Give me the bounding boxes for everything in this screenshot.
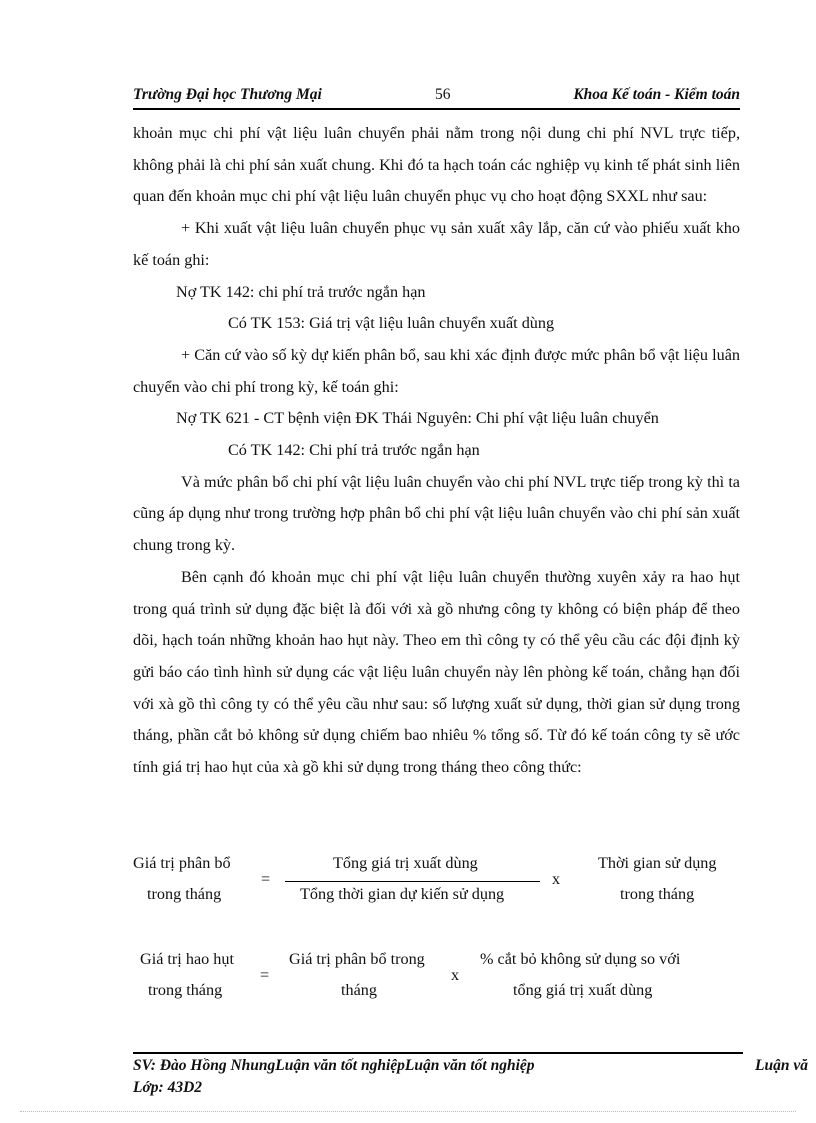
journal-entry-credit: Có TK 153: Giá trị vật liệu luân chuyển xuất dùng [228,314,555,333]
page-number: 56 [435,86,451,103]
page-header [133,84,740,110]
formula-loss [0,944,816,1006]
formula-rhs-line1: Thời gian sử dụng [598,854,717,872]
formula-rhs-line1: % cắt bỏ không sử dụng so với [480,950,681,968]
formula-times: x [451,966,460,984]
header-school: Trường Đại học Thương Mại [133,86,322,103]
journal-entry-debit: Nợ TK 142: chi phí trả trước ngắn hạn [176,282,426,301]
page-edge-dots [20,1111,796,1112]
journal-entry-debit: Nợ TK 621 - CT bệnh viện ĐK Thái Nguyên: Chi phí vật liệu luân chuyển [176,409,659,428]
formula-lhs-line1: Giá trị hao hụt [140,950,234,968]
formula-denominator: Tổng thời gian dự kiến sử dụng [300,885,505,903]
footer-class: Lớp: 43D2 [133,1079,203,1096]
formula-lhs-line2: trong tháng [147,885,222,903]
formula-times: x [552,870,561,888]
footer-rule [133,1052,743,1054]
formula-lhs-line2: trong tháng [148,981,223,999]
formula-numerator: Tổng giá trị xuất dùng [333,854,478,872]
header-faculty: Khoa Kế toán - Kiểm toán [573,86,740,103]
footer-student: SV: Đào Hồng NhungLuận văn tốt nghiệpLuận văn tốt nghiệp [133,1057,535,1074]
formula-allocation [0,848,816,910]
footer-thesis-label: Luận vă [755,1057,808,1074]
formula-rhs-line2: tổng giá trị xuất dùng [513,981,653,999]
paragraph: khoản mục chi phí vật liệu luân chuyển phải nằm trong nội dung chi phí NVL trực tiếp, không phải là chi phí sản xuất chung. Khi đó ta hạch toán các nghiệp vụ kinh tế phát sinh liên quan đến khoản mục chi phí vật liệu luân chuyển phục vụ cho hoạt động SXXL như sau: [133,124,740,206]
paragraph: + Khi xuất vật liệu luân chuyển phục vụ sản xuất xây lắp, căn cứ vào phiếu xuất kho kế toán ghi: [133,219,740,269]
formula-rhs-line2: trong tháng [620,885,695,903]
paragraph: Bên cạnh đó khoản mục chi phí vật liệu luân chuyển thường xuyên xảy ra hao hụt trong quá trình sử dụng đặc biệt là đối với xà gồ nhưng công ty không có biện pháp để theo dõi, hạch toán những khoản hao hụt này. Theo em thì công ty có thể yêu cầu các đội định kỳ gửi báo cáo tình hình sử dụng các vật liệu luân chuyển này lên phòng kế toán, chẳng hạn đối với xà gồ thì công ty có thể yêu cầu như sau: số lượng xuất sử dụng, thời gian sử dụng trong tháng, phần cắt bỏ không sử dụng chiếm bao nhiêu % tổng số. Từ đó kế toán công ty sẽ ước tính giá trị hao hụt của xà gồ khi sử dụng trong tháng theo công thức: [133,567,740,777]
formula-mid-line2: tháng [341,981,377,999]
paragraph: Và mức phân bổ chi phí vật liệu luân chuyển vào chi phí NVL trực tiếp trong kỳ thì ta cũng áp dụng như trong trường hợp phân bổ chi phí vật liệu luân chuyển vào chi phí sản xuất chung trong kỳ. [133,472,740,555]
formula-lhs-line1: Giá trị phân bổ [133,854,231,872]
document-body [133,118,740,784]
paragraph: + Căn cứ vào số kỳ dự kiến phân bổ, sau khi xác định được mức phân bổ vật liệu luân chuyển vào chi phí trong kỳ, kế toán ghi: [133,345,740,396]
formula-equals: = [260,966,270,984]
formula-mid-line1: Giá trị phân bổ trong [289,950,425,968]
journal-entry-credit: Có TK 142: Chi phí trả trước ngắn hạn [228,441,480,460]
formula-equals: = [261,870,271,888]
